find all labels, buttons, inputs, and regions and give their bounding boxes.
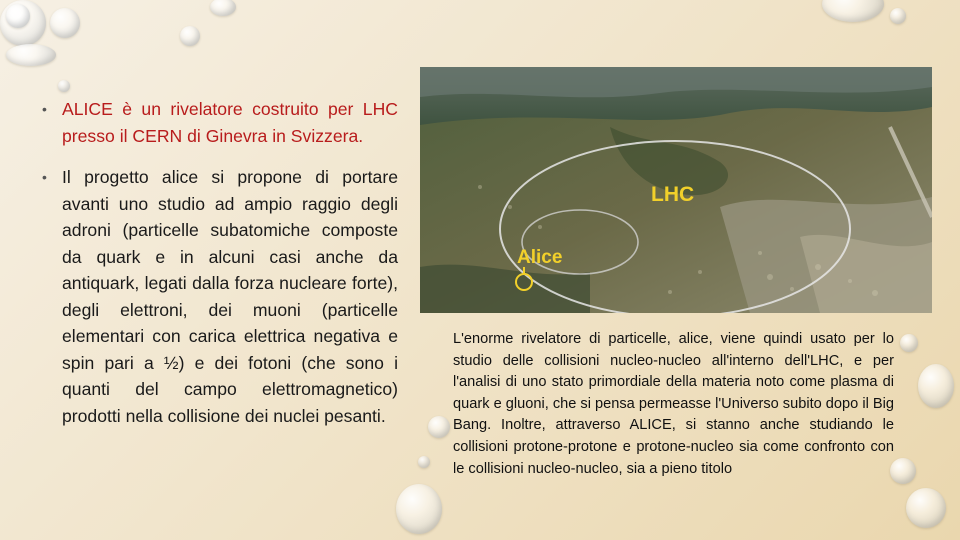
water-drop-decoration — [418, 456, 430, 468]
alice-map-label: Alice — [517, 247, 563, 268]
water-drop-decoration — [396, 484, 442, 534]
bullet-text: ALICE è un rivelatore costruito per LHC presso il CERN di Ginevra in Svizzera. — [62, 99, 398, 146]
water-drop-decoration — [58, 80, 70, 92]
water-drop-decoration — [50, 8, 80, 38]
bullet-list — [42, 96, 398, 444]
water-drop-decoration — [822, 0, 884, 22]
water-drop-decoration — [428, 416, 450, 438]
water-drop-decoration — [890, 8, 906, 24]
water-drop-decoration — [6, 4, 30, 28]
water-drop-decoration — [210, 0, 236, 16]
bullet-marker: • — [42, 169, 47, 185]
water-drop-decoration — [6, 44, 56, 66]
lhc-aerial-photo — [420, 67, 932, 313]
bullet-marker: • — [42, 101, 47, 117]
water-drop-decoration — [900, 334, 918, 352]
bullet-text: Il progetto alice si propone di portare avanti uno studio ad ampio raggio degli adroni (particelle subatomiche composte da quark e in alcuni casi anche da antiquark, legati dalla forza nucleare forte), degli elettroni, dei muoni (particelle elementari con carica elettrica negativa e spin pari a ½) e dei fotoni (che sono i quanti del campo elettromagnetico) prodotti nella collisione dei nuclei pesanti. — [62, 167, 398, 426]
lhc-map-label: LHC — [651, 183, 695, 206]
aerial-map-illustration — [420, 67, 932, 313]
water-drop-decoration — [906, 488, 946, 528]
water-drop-decoration — [918, 364, 954, 408]
water-drop-decoration — [180, 26, 200, 46]
bullet-item-project-description — [42, 164, 398, 429]
bullet-item-alice-intro — [42, 96, 398, 149]
photo-caption-paragraph: L'enorme rivelatore di particelle, alice, viene quindi usato per lo studio delle collisioni nucleo-nucleo all'interno dell'LHC, e per l'analisi di uno stato primordiale della materia noto come plasma di quark e gluoni, che si pensa permeasse l'Universo subito dopo il Big Bang. Inoltre, attraverso ALICE, si stanno anche studiando le collisioni protone-protone e protone-nucleo sia come confronto con le collisioni nucleo-nucleo, sia a pieno titolo — [453, 331, 894, 477]
